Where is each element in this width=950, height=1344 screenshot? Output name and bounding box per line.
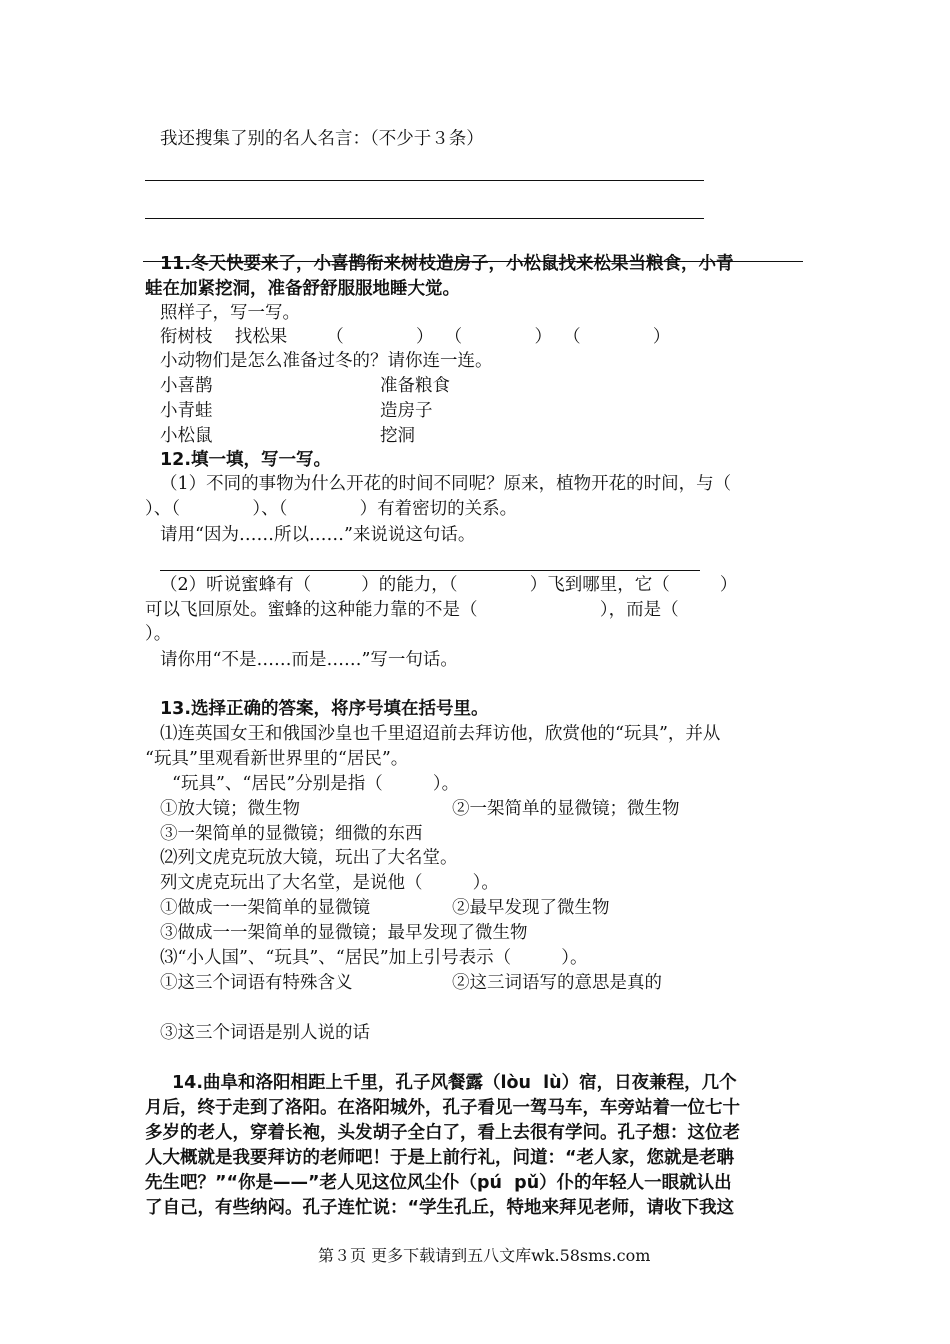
q14-text-line-6: 了自己，有些纳闷。孔子连忙说：“学生孔丘，特地来拜见老师，请收下我这 (145, 1198, 734, 1218)
q12-part2-line-1: （2）听说蜜蜂有（ ）的能力，（ ）飞到哪里，它（ ） (160, 575, 738, 595)
q13-2-question: 列文虎克玩出了大名堂，是说他（ ）。 (160, 873, 499, 893)
strike-line (143, 261, 803, 262)
match-right-3: 挖洞 (380, 426, 415, 446)
q13-3-question: ⑶“小人国”、“玩具”、“居民”加上引号表示（ ）。 (160, 948, 588, 968)
q11-examples: 衔树枝 找松果 （ ） （ ） （ ） (160, 327, 671, 347)
q13-3-option-3: ③这三个词语是别人说的话 (160, 1023, 370, 1043)
match-left-1: 小喜鹊 (160, 376, 213, 396)
q11-instruction: 照样子，写一写。 (160, 303, 300, 323)
match-right-2: 造房子 (380, 401, 433, 421)
match-left-2: 小青蛙 (160, 401, 213, 421)
q13-2-option-2: ②最早发现了微生物 (452, 898, 610, 918)
q12-part1-prompt: 请用“因为……所以……”来说说这句话。 (160, 525, 476, 545)
q11-text-line-2: 蛙在加紧挖洞，准备舒舒服服地睡大觉。 (145, 279, 460, 299)
q13-1-line-2: “玩具”里观看新世界里的“居民”。 (145, 749, 409, 769)
answer-line-2 (145, 218, 704, 219)
q13-1-line-1: ⑴连英国女王和俄国沙皇也千里迢迢前去拜访他，欣赏他的“玩具”，并从 (160, 724, 721, 744)
q13-2-option-1: ①做成一一架简单的显微镜 (160, 898, 370, 918)
match-left-3: 小松鼠 (160, 426, 213, 446)
q13-3-option-2: ②这三词语写的意思是真的 (452, 973, 662, 993)
q12-heading: 12.填一填，写一写。 (160, 450, 332, 470)
q12-part2-line-3: ）。 (145, 624, 172, 644)
q13-1-option-1: ①放大镜；微生物 (160, 799, 300, 819)
q13-1-question: “玩具”、“居民”分别是指（ ）。 (172, 774, 460, 794)
q13-1-option-2: ②一架简单的显微镜；微生物 (452, 799, 680, 819)
q13-3-option-1: ①这三个词语有特殊含义 (160, 973, 353, 993)
q12-part2-prompt: 请你用“不是……而是……”写一句话。 (160, 650, 458, 670)
page-footer: 第３页 更多下载请到五八文库wk.58sms.com (318, 1246, 651, 1265)
q12-part1-line-1: （1）不同的事物为什么开花的时间不同呢？原来，植物开花的时间，与（ (160, 474, 732, 494)
q13-heading: 13.选择正确的答案，将序号填在括号里。 (160, 699, 489, 719)
q11-text-line-1: 11.冬天快要来了，小喜鹊衔来树枝造房子，小松鼠找来松果当粮食，小青 (160, 254, 734, 274)
q11-match-prompt: 小动物们是怎么准备过冬的？请你连一连。 (160, 351, 493, 371)
collect-quotes-prompt: 我还搜集了别的名人名言：（不少于３条） (160, 129, 484, 149)
q14-text-line-1: 14.曲阜和洛阳相距上千里，孔子风餐露（lòu lù）宿，日夜兼程，几个 (172, 1073, 737, 1093)
q13-1-option-3: ③一架简单的显微镜；细微的东西 (160, 824, 423, 844)
q14-text-line-2: 月后，终于走到了洛阳。在洛阳城外，孔子看见一驾马车，车旁站着一位七十 (145, 1098, 740, 1118)
q14-text-line-4: 人大概就是我要拜访的老师吧！于是上前行礼，问道：“老人家，您就是老聃 (145, 1148, 734, 1168)
q12-part1-line-2: ）、（ ）、（ ）有着密切的关系。 (145, 499, 518, 519)
q13-2-line-1: ⑵列文虎克玩放大镜，玩出了大名堂。 (160, 848, 458, 868)
q13-2-option-3: ③做成一一架简单的显微镜；最早发现了微生物 (160, 923, 528, 943)
match-right-1: 准备粮食 (380, 376, 450, 396)
q12-part2-line-2: 可以飞回原处。蜜蜂的这种能力靠的不是（ ），而是（ (145, 600, 679, 620)
answer-line-1 (145, 180, 704, 181)
q14-text-line-5: 先生吧？”“你是——”老人见这位风尘仆（pú pǔ）仆的年轻人一眼就认出 (145, 1173, 732, 1193)
q14-text-line-3: 多岁的老人，穿着长袍，头发胡子全白了，看上去很有学问。孔子想：这位老 (145, 1123, 740, 1143)
answer-line-3 (160, 570, 700, 571)
